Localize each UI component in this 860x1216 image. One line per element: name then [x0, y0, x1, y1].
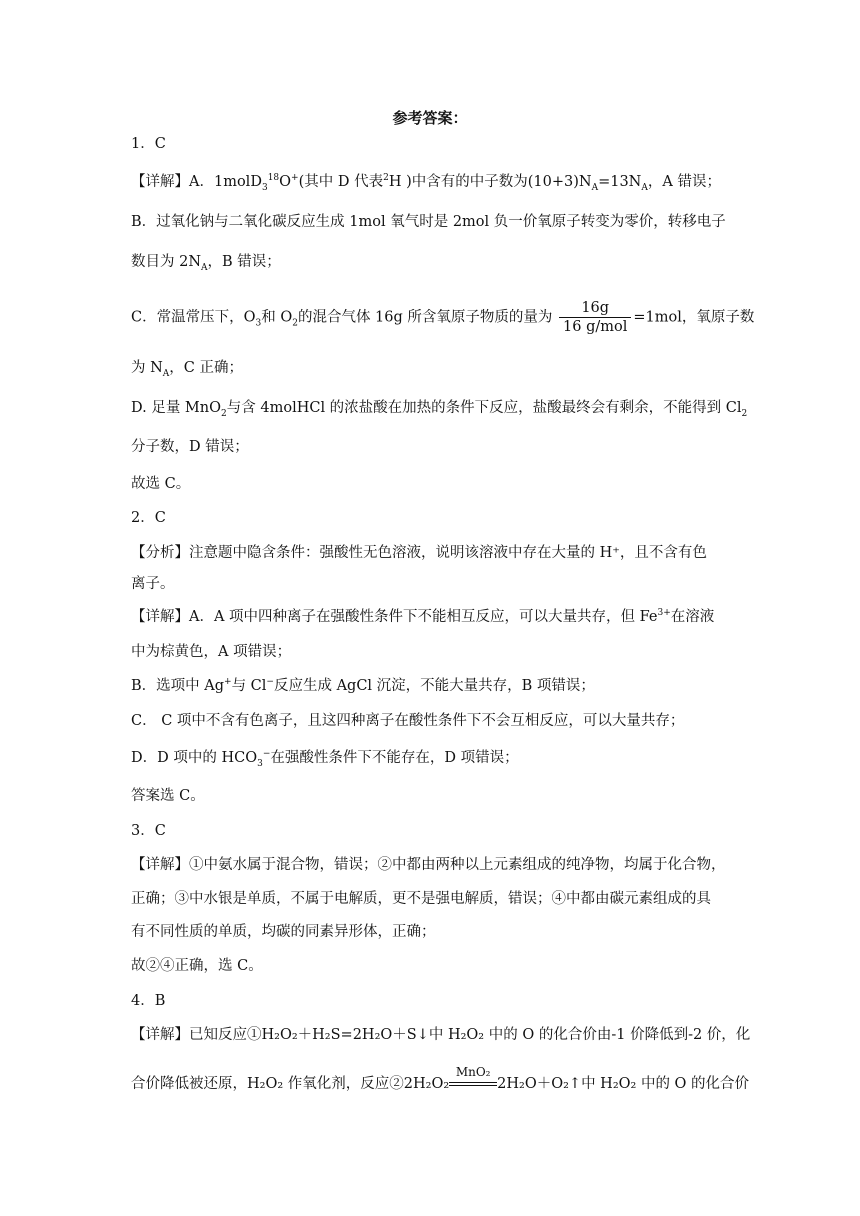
q3-detail-2: 正确；③中水银是单质，不属于电解质，更不是强电解质，错误；④中都由碳元素组成的具 — [131, 891, 711, 907]
q3-conclusion: 故②④正确，选 C。 — [131, 958, 263, 974]
q1-detail-a: 【详解】A．1molD$_3^{18}$O+(其中 D 代表$^2$H )中含有的中子数为$(10+3)N_A=13N_A$，A 错误； — [131, 173, 721, 193]
q2-detail-c: C． C 项中不含有色离子，且这四种离子在酸性条件下不会互相反应，可以大量共存； — [131, 713, 685, 729]
q1-detail-b: B．过氧化钠与二氧化碳反应生成 1mol 氧气时是 2mol 负一价氧原子转变为零价，转移电子 — [131, 214, 726, 230]
q3-detail-1: 【详解】①中氨水属于混合物，错误；②中都由两种以上元素组成的纯净物，均属于化合物， — [131, 857, 726, 873]
answer-3: 3．C — [131, 823, 166, 839]
q1-detail-c-cont: 为 $N_A$，C 正确； — [131, 360, 244, 379]
q2-detail-d: D．D 项中的 $HCO_3^-$在强酸性条件下不能存在，D 项错误； — [131, 749, 519, 769]
q2-detail-b: B．选项中 Ag+与 Cl−反应生成 AgCl 沉淀，不能大量共存，B 项错误； — [131, 677, 595, 694]
q2-analysis-cont: 离子。 — [131, 576, 175, 592]
q1-conclusion: 故选 C。 — [131, 476, 191, 492]
q1-detail-d: D. 足量 MnO$_2$与含 4molHCl 的浓盐酸在加热的条件下反应，盐酸最终会有剩余，不能得到 $Cl_2$ — [131, 400, 748, 419]
fraction: $\frac{16g}{\text{16 g/mol}}$ — [559, 299, 631, 336]
page-title: 参考答案： — [392, 109, 468, 127]
q4-detail-1: 【详解】已知反应①H₂O₂＋H₂S=2H₂O＋S↓中 H₂O₂ 中的 O 的化合价由-1 价降低到-2 价，化 — [131, 1027, 751, 1043]
answer-4: 4．B — [131, 993, 166, 1009]
q2-analysis: 【分析】注意题中隐含条件：强酸性无色溶液，说明该溶液中存在大量的 H⁺，且不含有色 — [131, 545, 707, 561]
q1-detail-d-cont: 分子数，D 错误； — [131, 439, 249, 455]
q1-detail-b-cont: 数目为 $2N_A$，B 错误； — [131, 254, 281, 273]
answer-2: 2．C — [131, 510, 166, 526]
answer-1: 1．C — [131, 136, 166, 152]
q3-detail-3: 有不同性质的单质，均碳的同素异形体，正确； — [131, 924, 436, 940]
q1-detail-c: C．常温常压下，$O_3$和 $O_2$的混合气体 16g 所含氧原子物质的量为 $\frac{16g}{\text{16 g/mol}}$ =1mol，氧原子数 — [131, 300, 755, 335]
catalyst-arrow: MnO₂ — [449, 1062, 497, 1086]
q2-detail-a: 【详解】A．A 项中四种离子在强酸性条件下不能相互反应，可以大量共存，但 $Fe^{3+}$在溶液 — [131, 608, 715, 625]
q4-detail-2: 合价降低被还原，H₂O₂ 作氧化剂，反应②2H₂O₂ MnO₂ 2H₂O＋O₂↑中 H₂O₂ 中的 O 的化合价 — [131, 1072, 749, 1096]
q2-detail-a-cont: 中为棕黄色，A 项错误； — [131, 644, 292, 660]
q2-conclusion: 答案选 C。 — [131, 788, 205, 804]
